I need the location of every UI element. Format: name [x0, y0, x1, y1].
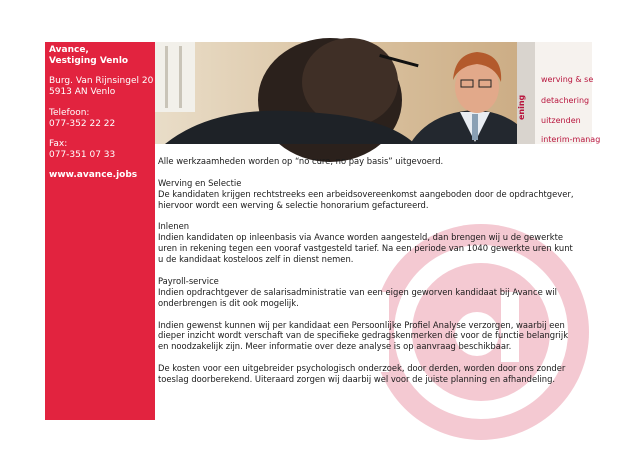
paragraph-costs: [158, 363, 588, 385]
paragraph-line: en noodzakelijk zijn. Meer informatie over deze analyse is op aanvraag beschikbaar.: [158, 341, 512, 352]
office-title: [49, 45, 155, 67]
banner-item-2: detachering: [541, 96, 590, 105]
section-inlenen: [158, 221, 588, 265]
paragraph-line: toeslag doorberekend. Uiteraard zorgen wij daarbij wel voor de juiste planning en afhandeling.: [158, 374, 556, 385]
phone-block: [49, 108, 155, 130]
header-photo-illustration: [155, 42, 601, 144]
paragraph-line: dieper inzicht wordt verschaft van de specifieke gedragskenmerken die voor de functie belangrijk: [158, 330, 569, 341]
section-heading: Werving en Selectie: [158, 177, 242, 188]
address-street: Burg. Van Rijnsingel 20: [49, 76, 154, 86]
banner-item-1: werving & se: [541, 75, 594, 84]
section-line: hiervoor wordt een werving & selectie honorarium gefactureerd.: [158, 199, 429, 210]
fax-number: 077-351 07 33: [49, 150, 116, 160]
paragraph-line: De kosten voor een uitgebreider psychologisch onderzoek, door derden, worden door ons zonder: [158, 363, 566, 374]
phone-number: 077-352 22 22: [49, 119, 116, 129]
section-heading: Inlenen: [158, 221, 190, 232]
fax-block: [49, 139, 155, 161]
phone-label: Telefoon:: [49, 108, 90, 118]
paragraph-line: Indien gewenst kunnen wij per kandidaat een Persoonlijke Profiel Analyse verzorgen, waarbij een: [158, 319, 565, 330]
section-line: u de kandidaat kosteloos zelf in dienst nemen.: [158, 254, 354, 265]
header-photo: [155, 42, 601, 144]
section-line: uren in rekening tegen een vooraf vastgesteld tarief. Na een periode van 1040 gewerkte uren kunt: [158, 243, 573, 254]
section-werving: [158, 178, 588, 211]
section-line: Indien kandidaten op inleenbasis via Avance worden aangesteld, dan brengen wij u de gewerkte: [158, 232, 564, 243]
contact-sidebar: [45, 42, 155, 420]
fax-label: Fax:: [49, 139, 68, 149]
section-payroll: [158, 276, 588, 309]
office-title-line2: Vestiging Venlo: [49, 56, 129, 66]
section-heading: Payroll-service: [158, 275, 219, 286]
banner-fragment: ening: [517, 94, 526, 120]
office-title-line1: Avance,: [49, 45, 89, 55]
website-block: [49, 170, 155, 181]
website-link[interactable]: www.avance.jobs: [49, 170, 138, 180]
intro-text: Alle werkzaamheden worden op “no cure, no pay basis” uitgevoerd.: [158, 156, 444, 166]
banner-item-4: interim-manag: [541, 135, 601, 144]
section-line: onderbrengen is dit ook mogelijk.: [158, 297, 299, 308]
address: [49, 76, 155, 98]
section-line: De kandidaten krijgen rechtstreeks een arbeidsovereenkomst aangeboden door de opdrachtgever,: [158, 188, 574, 199]
section-line: Indien opdrachtgever de salarisadministratie van een eigen geworven kandidaat bij Avance wil: [158, 286, 557, 297]
banner-item-3: uitzenden: [541, 116, 581, 125]
address-postcode-city: 5913 AN Venlo: [49, 87, 116, 97]
main-content: [158, 156, 588, 396]
paragraph-profile-analysis: [158, 320, 588, 353]
